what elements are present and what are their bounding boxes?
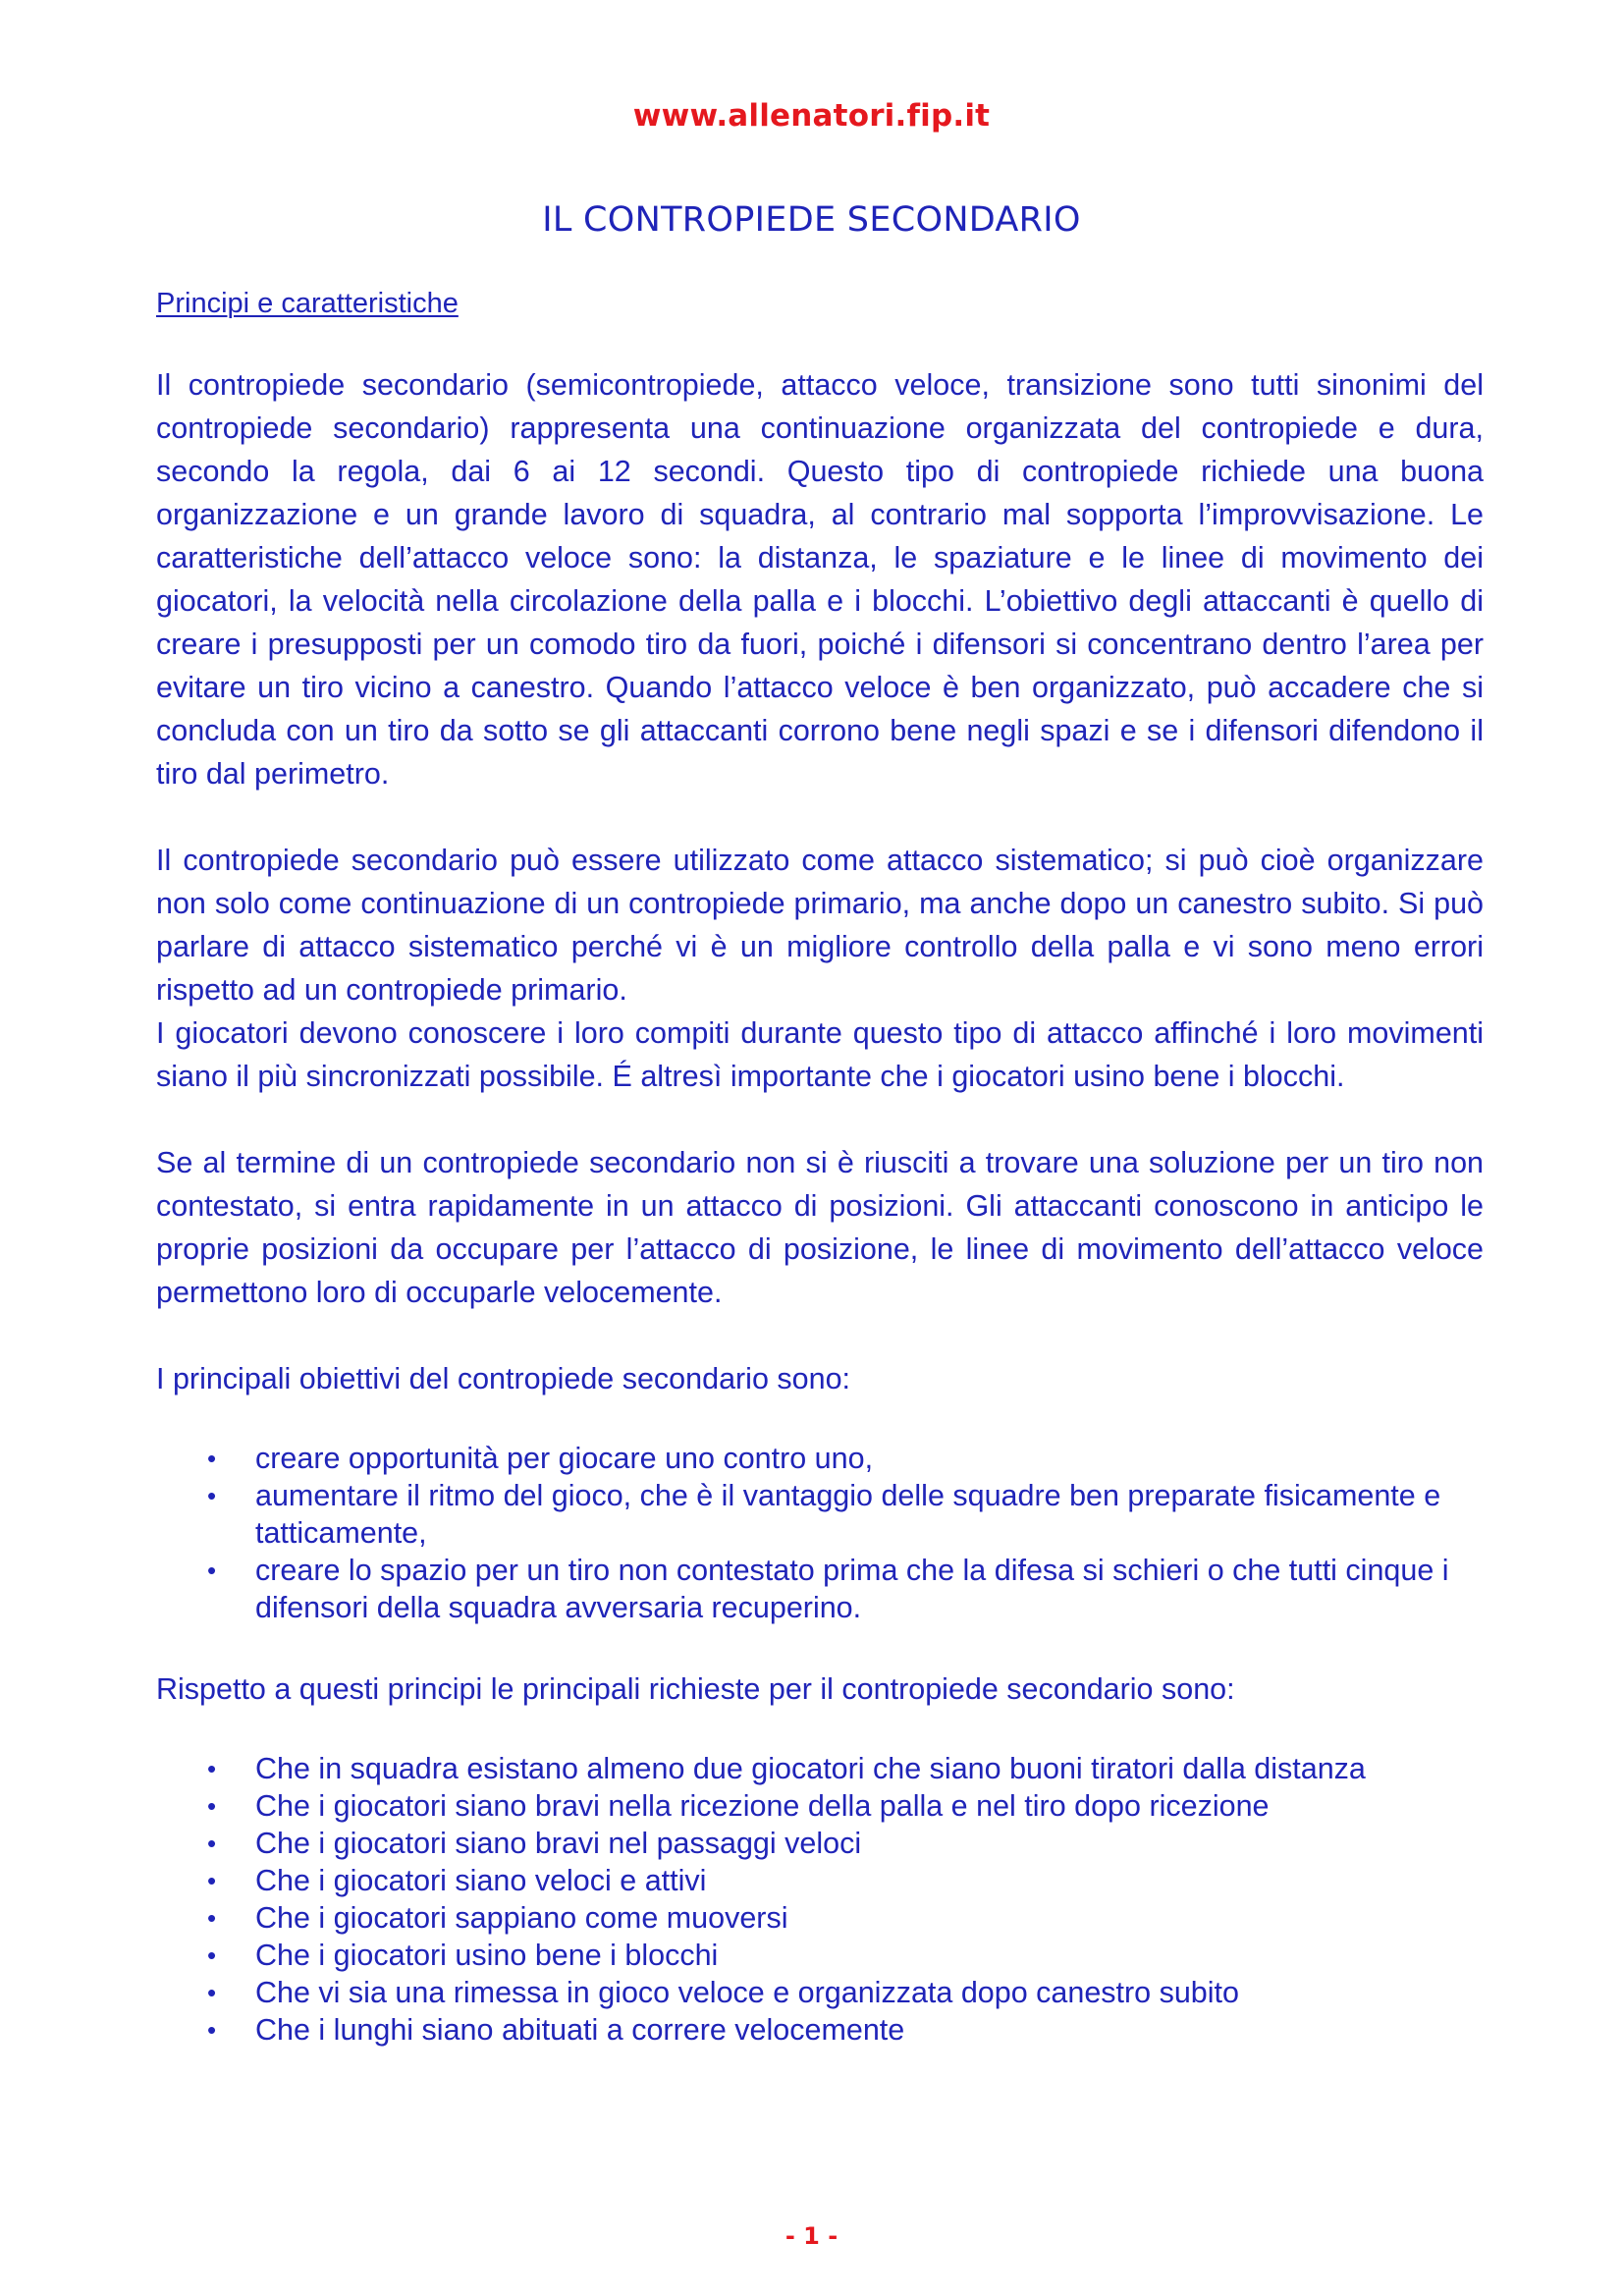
bullet-icon: • bbox=[207, 1444, 217, 1473]
list-item bbox=[156, 1477, 1484, 1552]
paragraph-systematic-attack: Il contropiede secondario può essere utilizzato come attacco sistematico; si può cioè organizzare non solo come continuazione di un contropiede primario, ma anche dopo un canestro subito. Si può parlare di attacco sistematico perché vi è un migliore controllo della palla e vi sono meno errori rispetto ad un contropiede primario. bbox=[156, 844, 1484, 1007]
bullet-icon: • bbox=[207, 1481, 217, 1510]
list-item bbox=[156, 1787, 1484, 1825]
list-item-text: Che i giocatori siano bravi nella ricezione della palla e nel tiro dopo ricezione bbox=[255, 1789, 1270, 1823]
bullet-icon: • bbox=[207, 1941, 217, 1970]
list-item-text: aumentare il ritmo del gioco, che è il vantaggio delle squadre ben preparate fisicamente e tatticamente, bbox=[255, 1479, 1441, 1550]
section-heading: Principi e caratteristiche bbox=[156, 288, 459, 319]
document-body bbox=[156, 363, 1484, 2049]
list-item bbox=[156, 1750, 1484, 1787]
bullet-icon: • bbox=[207, 1866, 217, 1895]
bullet-icon: • bbox=[207, 2015, 217, 2045]
list-item-text: creare opportunità per giocare uno contro uno, bbox=[255, 1442, 874, 1475]
paragraph-position-attack: Se al termine di un contropiede secondario non si è riusciti a trovare una soluzione per un tiro non contestato, si entra rapidamente in un attacco di posizioni. Gli attaccanti conoscono in anticipo le proprie posizioni da occupare per l’attacco di posizione, le linee di movimento dell’attacco veloce permettono loro di occuparle velocemente. bbox=[156, 1146, 1484, 1309]
list-item-text: Che vi sia una rimessa in gioco veloce e organizzata dopo canestro subito bbox=[255, 1976, 1239, 2009]
list-item-text: creare lo spazio per un tiro non contestato prima che la difesa si schieri o che tutti cinque i difensori della squadra avversaria recuperino. bbox=[255, 1554, 1449, 1624]
bullet-icon: • bbox=[207, 1556, 217, 1585]
list-item bbox=[156, 2011, 1484, 2049]
bullet-icon: • bbox=[207, 1903, 217, 1933]
list-item bbox=[156, 1974, 1484, 2011]
site-url: www.allenatori.fip.it bbox=[632, 98, 991, 134]
bullet-icon: • bbox=[207, 1829, 217, 1858]
requirements-list bbox=[156, 1750, 1484, 2049]
objectives-intro: I principali obiettivi del contropiede secondario sono: bbox=[156, 1362, 851, 1395]
requirements-intro: Rispetto a questi principi le principali richieste per il contropiede secondario sono: bbox=[156, 1672, 1235, 1706]
list-item bbox=[156, 1862, 1484, 1899]
page-title: IL CONTROPIEDE SECONDARIO bbox=[542, 200, 1081, 240]
paragraph-intro: Il contropiede secondario (semicontropiede, attacco veloce, transizione sono tutti sinonimi del contropiede secondario) rappresenta una continuazione organizzata del contropiede e dura, secondo la regola, dai 6 ai 12 secondi. Questo tipo di contropiede richiede una buona organizzazione e un grande lavoro di squadra, al contrario mal sopporta l’improvvisazione. Le caratteristiche dell’attacco veloce sono: la distanza, le spaziature e le linee di movimento dei giocatori, la velocità nella circolazione della palla e i blocchi. L’obiettivo degli attaccanti è quello di creare i presupposti per un comodo tiro da fuori, poiché i difensori si concentrano dentro l’area per evitare un tiro vicino a canestro. Quando l’attacco veloce è ben organizzato, può accadere che si concluda con un tiro da sotto se gli attaccanti corrono bene negli spazi e se i difensori difendono il tiro dal perimetro. bbox=[156, 368, 1484, 791]
list-item bbox=[156, 1552, 1484, 1626]
list-item-text: Che i giocatori sappiano come muoversi bbox=[255, 1901, 788, 1935]
bullet-icon: • bbox=[207, 1978, 217, 2007]
objectives-list bbox=[156, 1440, 1484, 1626]
bullet-icon: • bbox=[207, 1791, 217, 1821]
list-item bbox=[156, 1440, 1484, 1477]
paragraph-player-tasks: I giocatori devono conoscere i loro compiti durante questo tipo di attacco affinché i loro movimenti siano il più sincronizzati possibile. É altresì importante che i giocatori usino bene i blocchi. bbox=[156, 1016, 1484, 1093]
list-item-text: Che i giocatori usino bene i blocchi bbox=[255, 1939, 719, 1972]
list-item-text: Che i lunghi siano abituati a correre velocemente bbox=[255, 2013, 905, 2047]
bullet-icon: • bbox=[207, 1754, 217, 1783]
list-item bbox=[156, 1825, 1484, 1862]
page-number: - 1 - bbox=[784, 2222, 839, 2250]
list-item-text: Che i giocatori siano bravi nel passaggi veloci bbox=[255, 1827, 862, 1860]
list-item-text: Che in squadra esistano almeno due giocatori che siano buoni tiratori dalla distanza bbox=[255, 1752, 1366, 1785]
list-item-text: Che i giocatori siano veloci e attivi bbox=[255, 1864, 707, 1897]
list-item bbox=[156, 1899, 1484, 1937]
list-item bbox=[156, 1937, 1484, 1974]
